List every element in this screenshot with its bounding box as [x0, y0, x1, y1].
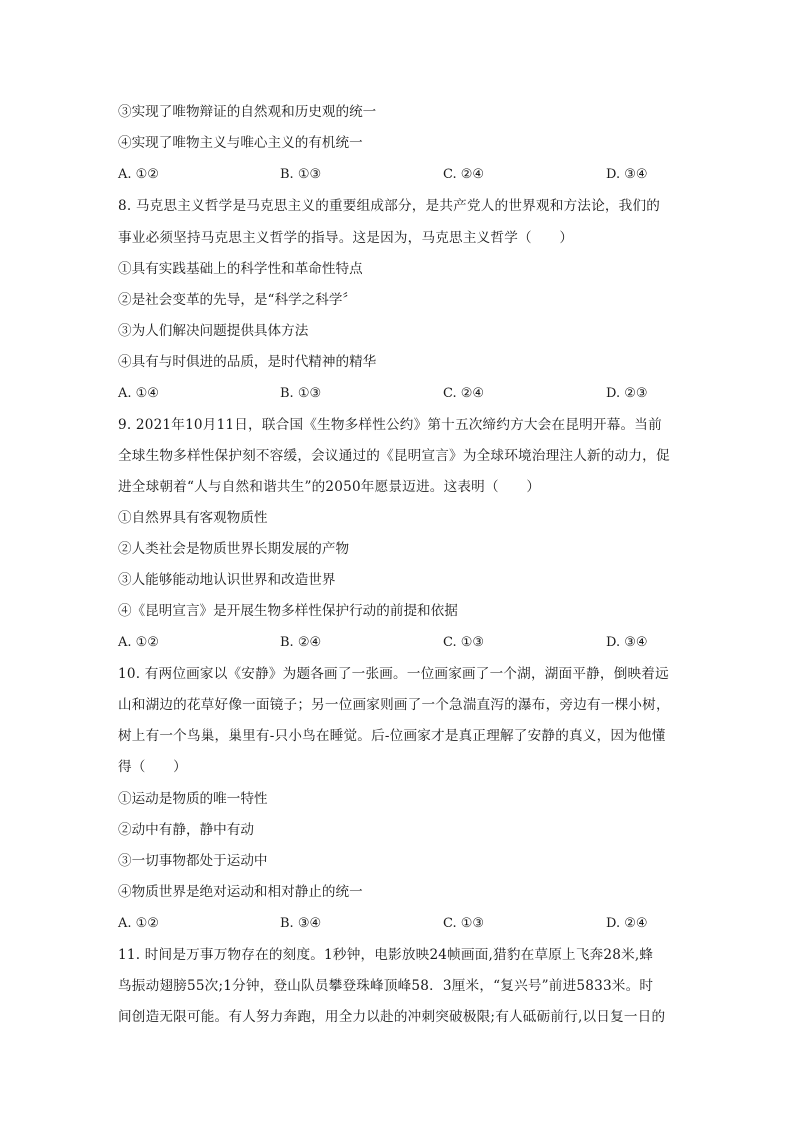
q9-stem-line-2: 全球生物多样性保护刻不容缓，会议通过的《昆明宣言》为全球环境治理注人新的动力，促: [118, 448, 670, 464]
q10-stem-line-4: 得（ ）: [118, 759, 187, 775]
q9-item-3: ③人能够能动地认识世界和改造世界: [118, 572, 336, 588]
q8-option-a: A. ①④: [118, 386, 159, 401]
q9-stem-line-3: 进全球朝着“人与自然和谐共生”的2050年愿景迈进。这表明（ ）: [118, 479, 541, 495]
q10-stem-line-2: 山和湖边的花草好像一面镜子；另一位画家则画了一个急湍直泻的瀑布，旁边有一棵小树，: [118, 697, 670, 713]
q8-item-2: ②是社会变革的先导，是“科学之科学〞: [118, 292, 357, 308]
q7-options: [0, 166, 794, 184]
q8-item-4: ④具有与时俱进的品质，是时代精神的精华: [118, 354, 377, 370]
q10-stem-line-3: 树上有一个鸟巢，巢里有-只小鸟在睡觉。后-位画家才是真正理解了安静的真义，因为他懂: [118, 728, 666, 744]
q8-option-d: D. ②③: [606, 386, 648, 401]
q9-stem-line-1: 9. 2021年10月11日，联合国《生物多样性公约》第十五次缔约方大会在昆明开幕。当前: [118, 417, 662, 433]
q11-stem-line-2: 鸟振动翅膀55次;1分钟，登山队员攀登珠峰顶峰58．3厘米，“复兴号”前进5833米。时: [118, 978, 654, 994]
q9-options: [0, 634, 794, 652]
q10-option-b: B. ③④: [280, 916, 322, 931]
q8-option-b: B. ①③: [280, 386, 322, 401]
q9-item-1: ①自然界具有客观物质性: [118, 510, 268, 526]
q7-option-b: B. ①③: [280, 167, 322, 182]
q10-item-4: ④物质世界是绝对运动和相对静止的统一: [118, 884, 363, 900]
q7-item-4: ④实现了唯物主义与唯心主义的有机统一: [118, 135, 363, 151]
q8-option-c: C. ②④: [443, 386, 485, 401]
q10-options: [0, 915, 794, 933]
q10-option-d: D. ②④: [606, 916, 648, 931]
q7-option-a: A. ①②: [118, 167, 159, 182]
q8-item-3: ③为人们解决问题提供具体方法: [118, 323, 309, 339]
q8-stem-line-2: 事业必须坚持马克思主义哲学的指导。这是因为，马克思主义哲学（ ）: [118, 230, 574, 246]
q9-option-d: D. ③④: [606, 635, 648, 650]
q9-item-2: ②人类社会是物质世界长期发展的产物: [118, 541, 350, 557]
q10-item-2: ②动中有静，静中有动: [118, 822, 254, 838]
q9-option-a: A. ①②: [118, 635, 159, 650]
q9-option-c: C. ①③: [443, 635, 485, 650]
q7-item-3: ③实现了唯物辩证的自然观和历史观的统一: [118, 104, 377, 120]
q9-option-b: B. ②④: [280, 635, 322, 650]
q10-option-a: A. ①②: [118, 916, 159, 931]
q7-option-c: C. ②④: [443, 167, 485, 182]
q7-option-d: D. ③④: [606, 167, 648, 182]
q10-option-c: C. ①③: [443, 916, 485, 931]
q8-options: [0, 385, 794, 403]
q8-stem-line-1: 8. 马克思主义哲学是马克思主义的重要组成部分，是共产党人的世界观和方法论，我们的: [118, 198, 661, 214]
q11-stem-line-1: 11. 时间是万事万物存在的刻度。1秒钟，电影放映24帧画面,猎豹在草原上飞奔28米,蜂: [118, 947, 654, 963]
q10-stem-line-1: 10. 有两位画家以《安静》为题各画了一张画。一位画家画了一个湖，湖面平静，倒映着远: [118, 666, 669, 682]
q9-item-4: ④《昆明宣言》是开展生物多样性保护行动的前提和依据: [118, 603, 458, 619]
q8-item-1: ①具有实践基础上的科学性和革命性特点: [118, 261, 363, 277]
q10-item-3: ③一切事物都处于运动中: [118, 853, 268, 869]
q10-item-1: ①运动是物质的唯一特性: [118, 791, 268, 807]
q11-stem-line-3: 间创造无限可能。有人努力奔跑，用全力以赴的冲刺突破极限;有人砥砺前行,以日复一日的: [118, 1009, 666, 1025]
